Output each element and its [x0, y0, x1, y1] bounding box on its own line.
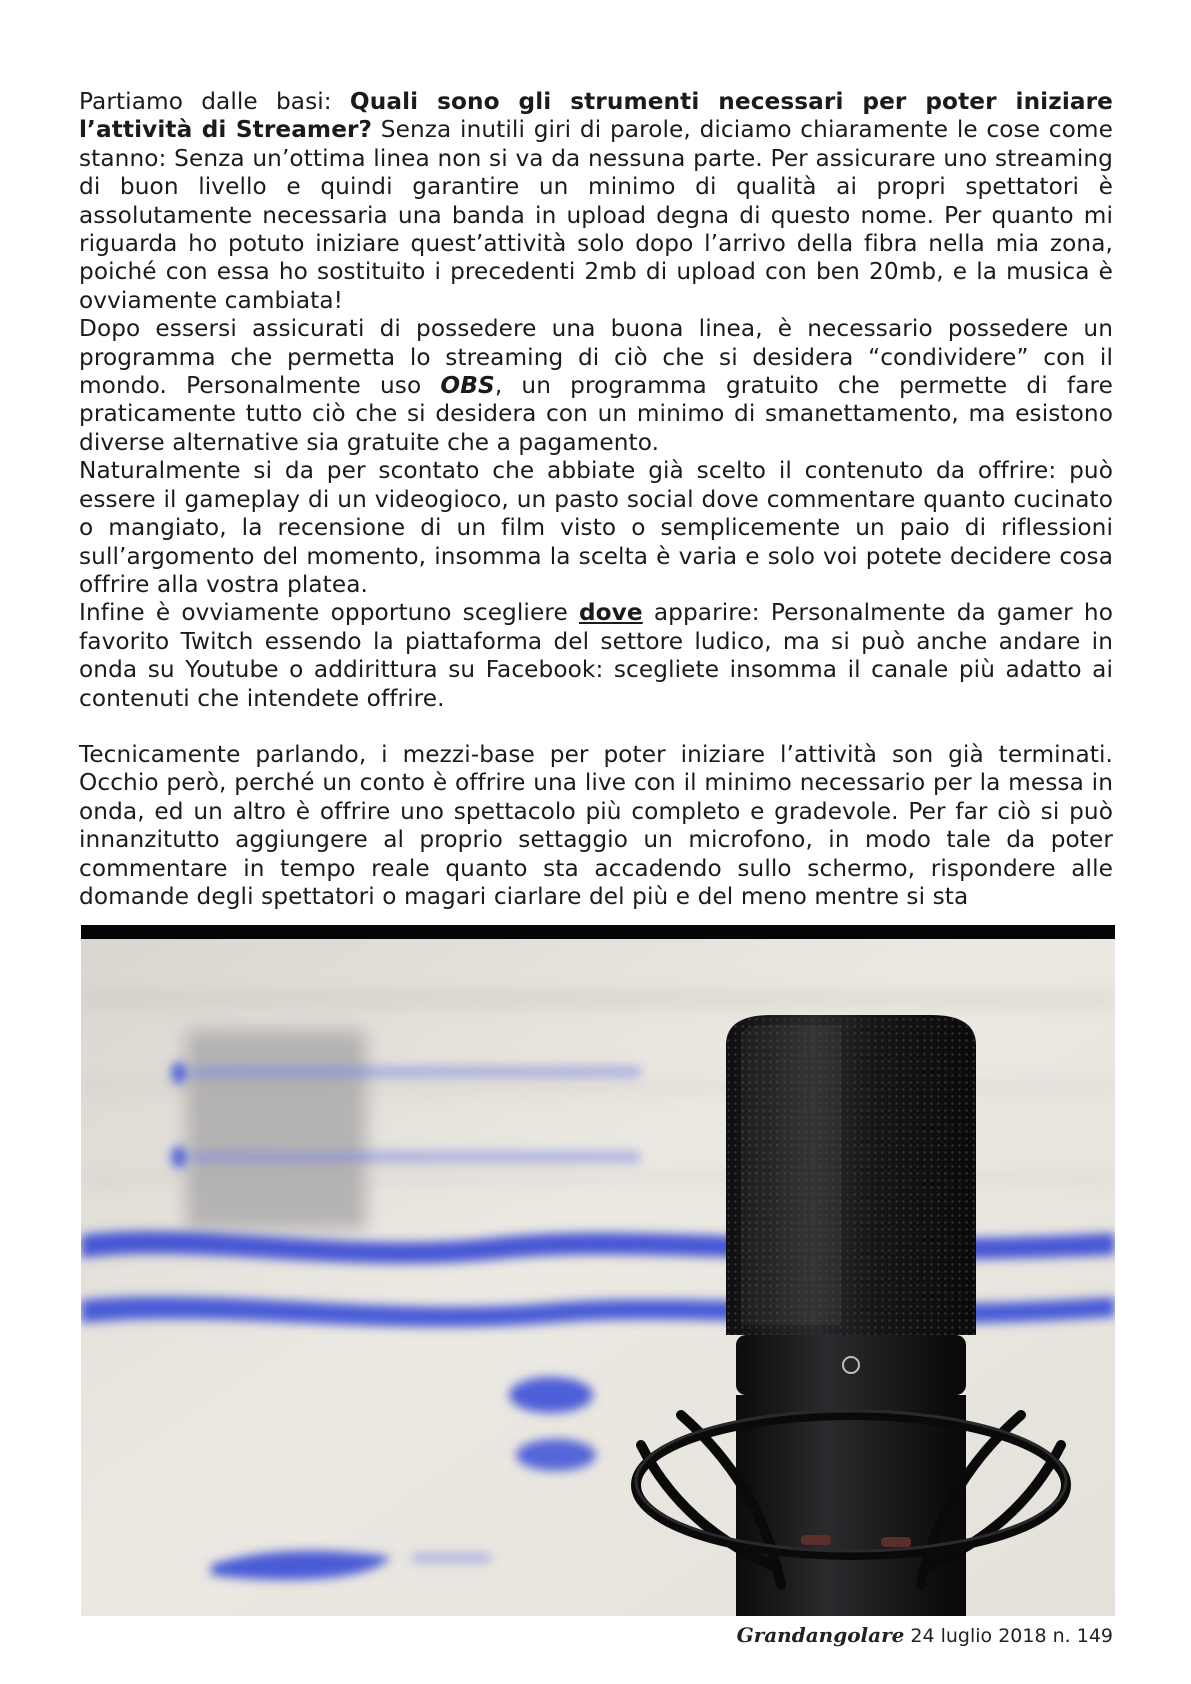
key-question: Quali sono gli strumenti necessari per poter iniziare l’attività di Streamer?	[79, 88, 1113, 144]
paragraph-platform	[79, 599, 1113, 713]
paragraph-software	[79, 315, 1113, 457]
studio-microphone-icon	[81, 925, 1115, 1616]
paragraph-text: , un programma gratuito che permette di fare praticamente tutto ciò che si desidera con un minimo di smanettamento, ma esistono diverse alternative sia gratuite che a pagamento.	[79, 372, 1113, 456]
paragraph-text: Senza inutili giri di parole, diciamo chiaramente le cose come stanno: Senza un’ottima linea non si va da nessuna parte. Per assicurare uno streaming di buon livello e quindi garantire un minimo di qualità ai propri spettatori è assolutamente necessaria una banda in upload degna di questo nome. Per quanto mi riguarda ho potuto iniziare quest’attività solo dopo l’arrivo della fibra nella mia zona, poiché con essa ho sostituito i precedenti 2mb di upload con ben 20mb, e la musica è ovviamente cambiata!	[79, 116, 1113, 314]
obs-highlight: OBS	[440, 372, 495, 400]
paragraph-text: Dopo essersi assicurati di possedere una buona linea, è necessario possedere un programma che permetta lo streaming di ciò che si desidera “condividere” con il mondo. Personalmente uso	[79, 315, 1113, 400]
microphone-photo	[81, 925, 1115, 1616]
magazine-name: Grandangolare	[736, 1623, 905, 1647]
paragraph-content: Naturalmente si da per scontato che abbiate già scelto il contenuto da offrire: può essere il gameplay di un videogioco, un pasto social dove commentare quanto cucinato o mangiato, la recensione di un film visto o semplicemente un paio di riflessioni sull’argomento del momento, insomma la scelta è varia e solo voi potete decidere cosa offrire alla vostra platea.	[79, 457, 1113, 598]
article-body	[79, 88, 1113, 911]
paragraph-text: apparire: Personalmente da gamer ho favorito Twitch essendo la piattaforma del settore ludico, ma si può anche andare in onda su Youtube o addirittura su Facebook: scegliete insomma il canale più adatto ai contenuti che intendete offrire.	[79, 599, 1113, 712]
dove-highlight: dove	[578, 599, 643, 627]
paragraph-requirements	[79, 88, 1113, 315]
paragraph-lead: Partiamo dalle basi:	[79, 88, 350, 115]
paragraph-microphone: Tecnicamente parlando, i mezzi-base per poter iniziare l’attività son già terminati. Occhio però, perché un conto è offrire una live con il minimo necessario per la messa in onda, ed un altro è offrire uno spettacolo più completo e gradevole. Per far ciò si può innanzitutto aggiungere al proprio settaggio un microfono, in modo tale da poter commentare in tempo reale quanto sta accadendo sullo schermo, rispondere alle domande degli spettatori o magari ciarlare del più e del meno mentre si sta	[79, 740, 1113, 910]
page-footer	[737, 1623, 1113, 1648]
issue-date: 24 luglio 2018 n. 149	[904, 1625, 1113, 1647]
paragraph-text: Infine è ovviamente opportuno scegliere	[79, 599, 579, 627]
